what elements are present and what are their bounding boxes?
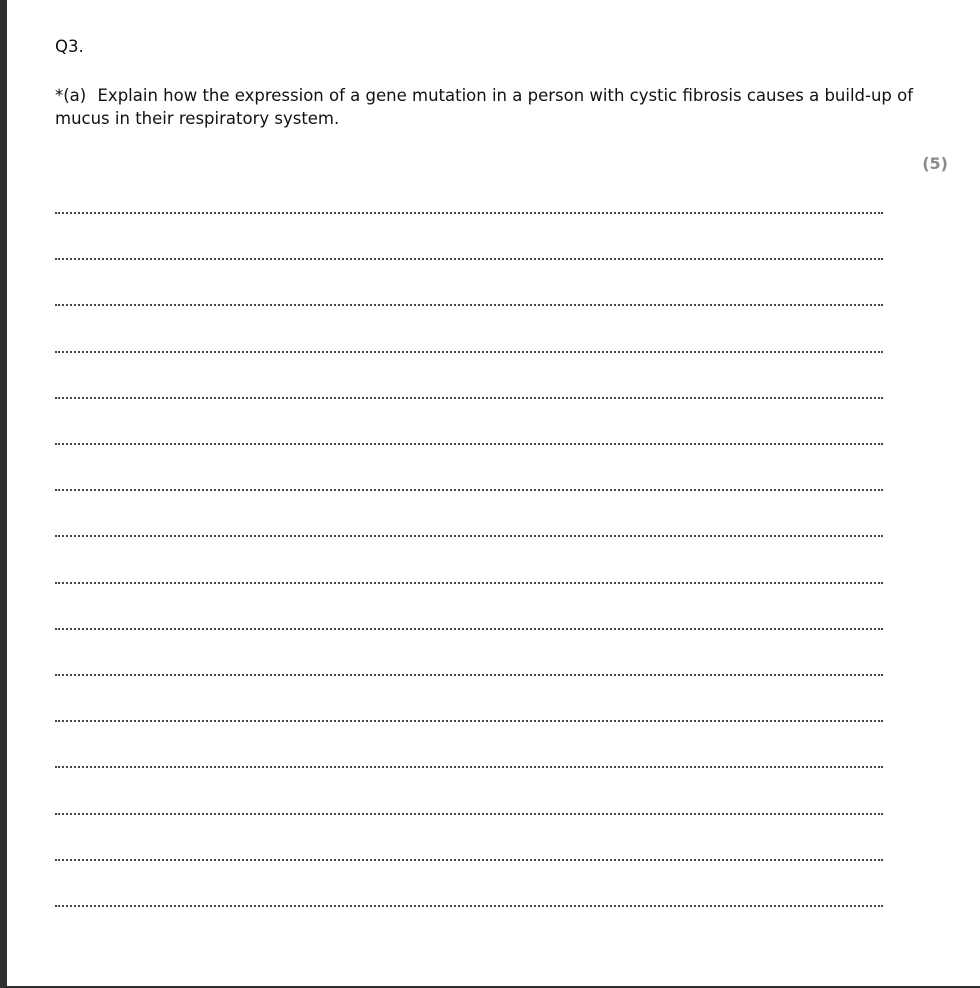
answer-line[interactable] [55,304,883,306]
answer-line[interactable] [55,859,883,861]
answer-line[interactable] [55,582,883,584]
answer-line[interactable] [55,535,883,537]
question-text: Explain how the expression of a gene mutation in a person with cystic fibrosis causes a build-up of mucus in their respiratory system. [55,86,914,128]
answer-line[interactable] [55,351,883,353]
answer-line[interactable] [55,813,883,815]
answer-line[interactable] [55,212,883,214]
window-left-border [0,0,7,988]
answer-line[interactable] [55,397,883,399]
marks-allocation: (5) [922,154,948,173]
answer-line[interactable] [55,443,883,445]
question-part-label: *(a) [55,86,87,105]
answer-line[interactable] [55,258,883,260]
answer-line[interactable] [55,905,883,907]
exam-page [7,0,980,986]
answer-line[interactable] [55,674,883,676]
answer-line[interactable] [55,628,883,630]
answer-line[interactable] [55,720,883,722]
question-prompt [55,84,935,130]
answer-line[interactable] [55,489,883,491]
question-number: Q3. [55,37,84,56]
answer-line[interactable] [55,766,883,768]
